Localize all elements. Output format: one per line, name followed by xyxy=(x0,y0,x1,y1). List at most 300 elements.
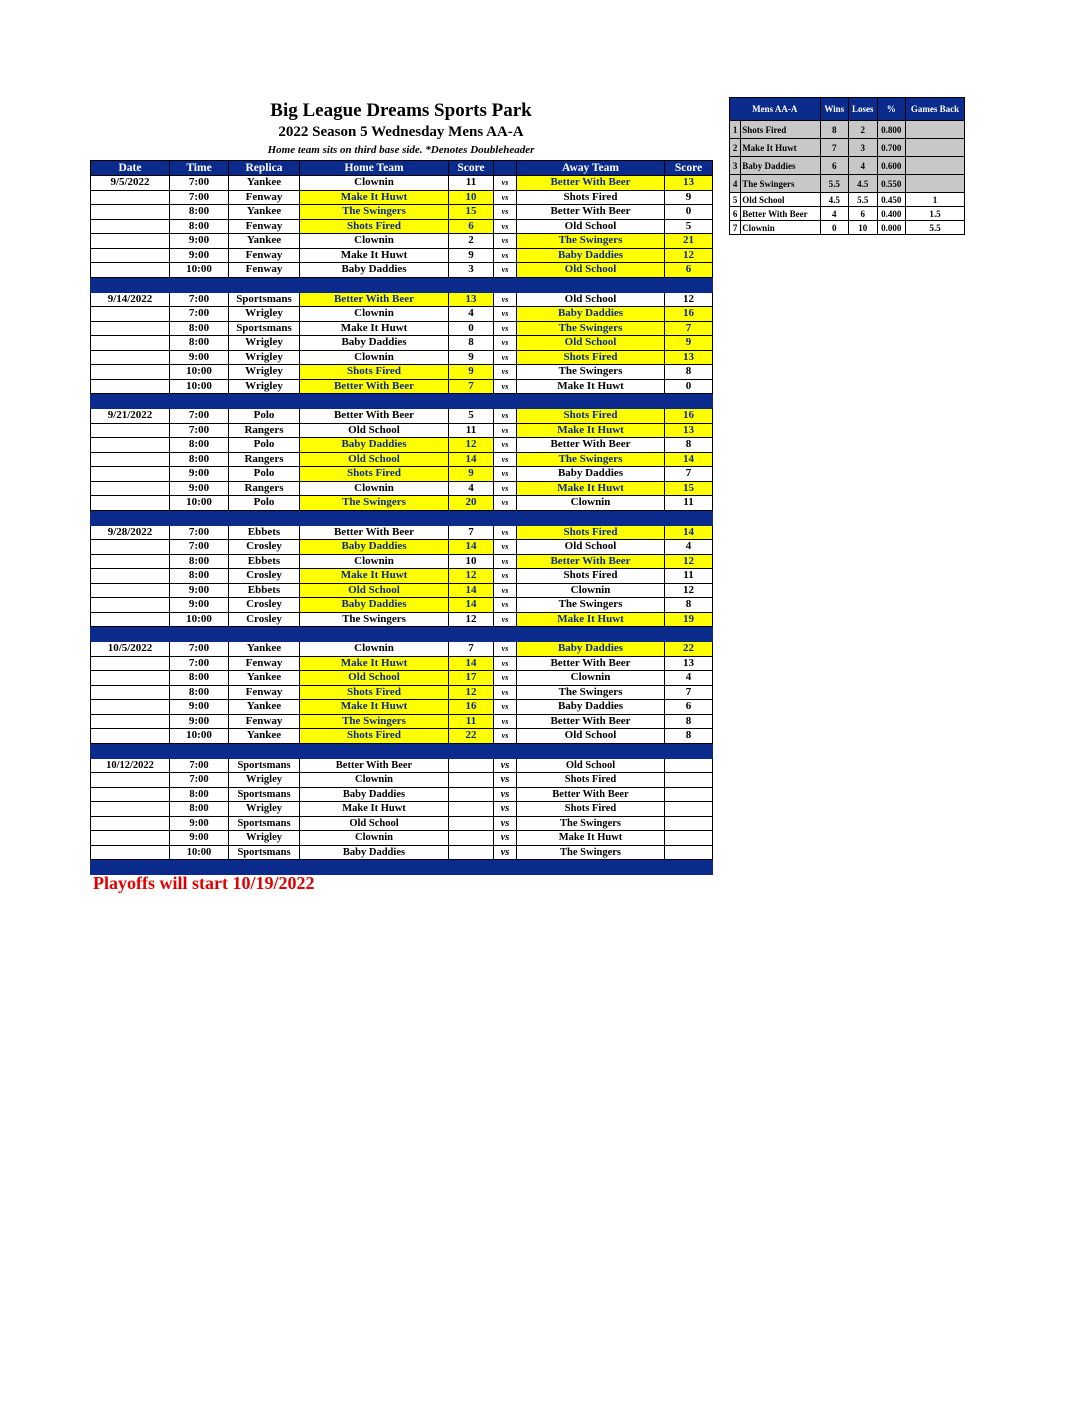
separator-cell xyxy=(91,743,170,758)
game-row xyxy=(91,554,713,569)
home-score: 3 xyxy=(449,263,494,278)
standings-rank: 5 xyxy=(730,193,741,207)
away-team: Better With Beer xyxy=(517,438,665,453)
game-date xyxy=(91,438,170,453)
separator-cell xyxy=(170,743,229,758)
game-time: 7:00 xyxy=(170,307,229,322)
game-replica: Yankee xyxy=(229,700,300,715)
standings-wins: 4.5 xyxy=(820,193,848,207)
vs-label: vs xyxy=(494,525,517,540)
away-score: 12 xyxy=(665,248,713,263)
separator-cell xyxy=(665,743,713,758)
game-row xyxy=(91,525,713,540)
standings-team: Better With Beer xyxy=(741,207,820,221)
game-replica: Fenway xyxy=(229,263,300,278)
away-score: 16 xyxy=(665,409,713,424)
standings-pct: 0.800 xyxy=(877,121,905,139)
home-team: Old School xyxy=(300,452,449,467)
game-date xyxy=(91,365,170,380)
home-team: The Swingers xyxy=(300,205,449,220)
standings-wins: 0 xyxy=(820,221,848,235)
home-team: Make It Huwt xyxy=(300,802,449,817)
game-replica: Rangers xyxy=(229,452,300,467)
separator-cell xyxy=(91,277,170,292)
game-date: 9/21/2022 xyxy=(91,409,170,424)
game-date xyxy=(91,423,170,438)
away-score: 11 xyxy=(665,569,713,584)
game-row xyxy=(91,758,713,773)
home-score: 11 xyxy=(449,423,494,438)
game-row xyxy=(91,569,713,584)
game-time: 9:00 xyxy=(170,583,229,598)
away-score: 9 xyxy=(665,336,713,351)
away-score: 4 xyxy=(665,540,713,555)
separator-cell xyxy=(300,394,449,409)
game-time: 8:00 xyxy=(170,452,229,467)
game-time: 9:00 xyxy=(170,234,229,249)
col-home-score: Score xyxy=(449,161,494,176)
away-team: Shots Fired xyxy=(517,350,665,365)
home-team: Old School xyxy=(300,816,449,831)
home-score: 12 xyxy=(449,569,494,584)
col-vs xyxy=(494,161,517,176)
vs-label: vs xyxy=(494,481,517,496)
separator-cell xyxy=(170,627,229,642)
vs-label: vs xyxy=(494,758,517,773)
standings-losses: 2 xyxy=(849,121,877,139)
away-score: 12 xyxy=(665,583,713,598)
home-team: Better With Beer xyxy=(300,758,449,773)
game-date xyxy=(91,554,170,569)
game-replica: Polo xyxy=(229,438,300,453)
away-team: Better With Beer xyxy=(517,787,665,802)
away-team: Better With Beer xyxy=(517,205,665,220)
away-team: Make It Huwt xyxy=(517,481,665,496)
separator-cell xyxy=(449,510,494,525)
game-time: 7:00 xyxy=(170,423,229,438)
home-score: 13 xyxy=(449,292,494,307)
home-score: 9 xyxy=(449,365,494,380)
game-row xyxy=(91,700,713,715)
standings-wins: 6 xyxy=(820,157,848,175)
vs-label: vs xyxy=(494,263,517,278)
separator-cell xyxy=(449,394,494,409)
game-date xyxy=(91,787,170,802)
game-time: 7:00 xyxy=(170,773,229,788)
game-date xyxy=(91,481,170,496)
away-score: 14 xyxy=(665,452,713,467)
home-score: 17 xyxy=(449,671,494,686)
separator-cell xyxy=(449,627,494,642)
game-time: 9:00 xyxy=(170,467,229,482)
standings-losses: 3 xyxy=(849,139,877,157)
home-team: Baby Daddies xyxy=(300,787,449,802)
game-date xyxy=(91,307,170,322)
home-team: Shots Fired xyxy=(300,685,449,700)
game-time: 9:00 xyxy=(170,816,229,831)
home-team: Old School xyxy=(300,423,449,438)
game-row xyxy=(91,350,713,365)
home-team: Baby Daddies xyxy=(300,598,449,613)
away-team: Baby Daddies xyxy=(517,642,665,657)
game-replica: Wrigley xyxy=(229,307,300,322)
vs-label: vs xyxy=(494,583,517,598)
separator-cell xyxy=(170,394,229,409)
home-score: 8 xyxy=(449,336,494,351)
game-date xyxy=(91,452,170,467)
game-replica: Rangers xyxy=(229,481,300,496)
standings-losses: 5.5 xyxy=(849,193,877,207)
game-row xyxy=(91,714,713,729)
col-away-team: Away Team xyxy=(517,161,665,176)
home-team: Make It Huwt xyxy=(300,190,449,205)
standings-pct: 0.400 xyxy=(877,207,905,221)
home-score: 9 xyxy=(449,350,494,365)
game-date: 10/5/2022 xyxy=(91,642,170,657)
away-score: 8 xyxy=(665,729,713,744)
game-date xyxy=(91,205,170,220)
away-score: 5 xyxy=(665,219,713,234)
vs-label: vs xyxy=(494,379,517,394)
game-row xyxy=(91,612,713,627)
game-row xyxy=(91,496,713,511)
away-team: Better With Beer xyxy=(517,554,665,569)
standings-header-row xyxy=(730,98,965,121)
game-date xyxy=(91,467,170,482)
home-team: The Swingers xyxy=(300,714,449,729)
game-date xyxy=(91,190,170,205)
vs-label: vs xyxy=(494,540,517,555)
home-score: 10 xyxy=(449,190,494,205)
away-score: 0 xyxy=(665,205,713,220)
home-score: 14 xyxy=(449,583,494,598)
away-team: Baby Daddies xyxy=(517,307,665,322)
home-team: Shots Fired xyxy=(300,467,449,482)
game-replica: Wrigley xyxy=(229,379,300,394)
home-team: Clownin xyxy=(300,234,449,249)
game-replica: Yankee xyxy=(229,176,300,191)
game-replica: Wrigley xyxy=(229,773,300,788)
vs-label: vs xyxy=(494,700,517,715)
home-score: 22 xyxy=(449,729,494,744)
home-score xyxy=(449,773,494,788)
game-row xyxy=(91,423,713,438)
away-score: 21 xyxy=(665,234,713,249)
home-score xyxy=(449,816,494,831)
game-time: 8:00 xyxy=(170,787,229,802)
game-row xyxy=(91,365,713,380)
home-score: 15 xyxy=(449,205,494,220)
away-team: The Swingers xyxy=(517,598,665,613)
standings-row xyxy=(730,207,965,221)
standings-rank: 4 xyxy=(730,175,741,193)
vs-label: vs xyxy=(494,307,517,322)
standings-pct: 0.600 xyxy=(877,157,905,175)
home-score xyxy=(449,845,494,860)
game-row xyxy=(91,729,713,744)
standings-pct: 0.000 xyxy=(877,221,905,235)
standings-losses: 4 xyxy=(849,157,877,175)
home-team: Make It Huwt xyxy=(300,700,449,715)
game-replica: Sportsmans xyxy=(229,845,300,860)
away-score: 8 xyxy=(665,438,713,453)
vs-label: vs xyxy=(494,423,517,438)
standings-team: The Swingers xyxy=(741,175,820,193)
home-team: Make It Huwt xyxy=(300,569,449,584)
away-team: Shots Fired xyxy=(517,525,665,540)
separator-cell xyxy=(449,743,494,758)
standings-row xyxy=(730,221,965,235)
away-team: Shots Fired xyxy=(517,773,665,788)
game-row xyxy=(91,802,713,817)
separator-cell xyxy=(517,510,665,525)
game-time: 8:00 xyxy=(170,569,229,584)
separator-cell xyxy=(300,743,449,758)
standings-games-back xyxy=(905,121,964,139)
game-replica: Polo xyxy=(229,467,300,482)
away-team: Make It Huwt xyxy=(517,831,665,846)
away-score xyxy=(665,831,713,846)
game-replica: Crosley xyxy=(229,612,300,627)
away-score: 13 xyxy=(665,423,713,438)
away-team: The Swingers xyxy=(517,365,665,380)
game-time: 7:00 xyxy=(170,176,229,191)
game-time: 7:00 xyxy=(170,540,229,555)
home-score: 2 xyxy=(449,234,494,249)
game-row xyxy=(91,248,713,263)
vs-label: vs xyxy=(494,336,517,351)
standings-wins: 4 xyxy=(820,207,848,221)
home-score: 12 xyxy=(449,438,494,453)
away-team: Old School xyxy=(517,729,665,744)
game-date xyxy=(91,612,170,627)
away-team: Old School xyxy=(517,263,665,278)
vs-label: vs xyxy=(494,219,517,234)
standings-row xyxy=(730,157,965,175)
game-time: 9:00 xyxy=(170,481,229,496)
vs-label: vs xyxy=(494,190,517,205)
home-score: 14 xyxy=(449,540,494,555)
vs-label: vs xyxy=(494,321,517,336)
separator-cell xyxy=(665,277,713,292)
away-team: The Swingers xyxy=(517,452,665,467)
separator-cell xyxy=(665,860,713,875)
standings-col-pct: % xyxy=(877,98,905,121)
game-date xyxy=(91,336,170,351)
game-date xyxy=(91,496,170,511)
vs-label: vs xyxy=(494,176,517,191)
away-team: Better With Beer xyxy=(517,656,665,671)
game-row xyxy=(91,409,713,424)
game-time: 8:00 xyxy=(170,205,229,220)
game-time: 9:00 xyxy=(170,350,229,365)
away-score: 7 xyxy=(665,321,713,336)
game-row xyxy=(91,219,713,234)
game-date xyxy=(91,773,170,788)
home-score: 14 xyxy=(449,598,494,613)
standings-rank: 2 xyxy=(730,139,741,157)
home-team-note: Home team sits on third base side. *Denotes Doubleheader xyxy=(267,144,535,156)
game-time: 10:00 xyxy=(170,496,229,511)
game-time: 7:00 xyxy=(170,525,229,540)
week-separator xyxy=(91,627,713,642)
separator-cell xyxy=(229,743,300,758)
separator-cell xyxy=(229,277,300,292)
game-date xyxy=(91,685,170,700)
away-team: The Swingers xyxy=(517,685,665,700)
home-score: 9 xyxy=(449,248,494,263)
game-row xyxy=(91,671,713,686)
game-replica: Yankee xyxy=(229,205,300,220)
vs-label: vs xyxy=(494,729,517,744)
home-team: Clownin xyxy=(300,831,449,846)
vs-label: vs xyxy=(494,496,517,511)
game-date xyxy=(91,583,170,598)
standings-games-back: 1 xyxy=(905,193,964,207)
home-score: 16 xyxy=(449,700,494,715)
separator-cell xyxy=(494,510,517,525)
game-time: 7:00 xyxy=(170,292,229,307)
game-replica: Crosley xyxy=(229,569,300,584)
home-score: 7 xyxy=(449,379,494,394)
away-team: The Swingers xyxy=(517,845,665,860)
game-date xyxy=(91,845,170,860)
game-date xyxy=(91,656,170,671)
home-score: 5 xyxy=(449,409,494,424)
game-time: 7:00 xyxy=(170,758,229,773)
game-row xyxy=(91,816,713,831)
away-score xyxy=(665,816,713,831)
home-score: 4 xyxy=(449,481,494,496)
vs-label: vs xyxy=(494,467,517,482)
separator-cell xyxy=(494,394,517,409)
col-date: Date xyxy=(91,161,170,176)
game-date xyxy=(91,350,170,365)
home-score: 7 xyxy=(449,525,494,540)
game-replica: Crosley xyxy=(229,598,300,613)
game-replica: Yankee xyxy=(229,729,300,744)
away-team: Shots Fired xyxy=(517,569,665,584)
game-replica: Fenway xyxy=(229,714,300,729)
away-score: 6 xyxy=(665,700,713,715)
home-team: Old School xyxy=(300,671,449,686)
standings-col-losses: Loses xyxy=(849,98,877,121)
game-replica: Ebbets xyxy=(229,525,300,540)
vs-label: vs xyxy=(494,612,517,627)
away-score: 9 xyxy=(665,190,713,205)
standings-table xyxy=(729,97,965,235)
separator-cell xyxy=(170,277,229,292)
game-row xyxy=(91,583,713,598)
away-score: 12 xyxy=(665,554,713,569)
away-score: 15 xyxy=(665,481,713,496)
schedule-header-row xyxy=(91,161,713,176)
game-replica: Ebbets xyxy=(229,583,300,598)
game-replica: Wrigley xyxy=(229,802,300,817)
home-team: Old School xyxy=(300,583,449,598)
game-time: 9:00 xyxy=(170,831,229,846)
home-score xyxy=(449,802,494,817)
away-score: 22 xyxy=(665,642,713,657)
game-time: 10:00 xyxy=(170,379,229,394)
standings-rank: 1 xyxy=(730,121,741,139)
week-separator xyxy=(91,510,713,525)
game-date xyxy=(91,671,170,686)
game-replica: Wrigley xyxy=(229,336,300,351)
away-team: Baby Daddies xyxy=(517,467,665,482)
standings-games-back xyxy=(905,139,964,157)
away-team: Old School xyxy=(517,758,665,773)
game-replica: Rangers xyxy=(229,423,300,438)
away-score: 13 xyxy=(665,350,713,365)
game-time: 9:00 xyxy=(170,248,229,263)
game-time: 9:00 xyxy=(170,700,229,715)
game-row xyxy=(91,642,713,657)
game-replica: Crosley xyxy=(229,540,300,555)
game-replica: Fenway xyxy=(229,685,300,700)
vs-label: vs xyxy=(494,292,517,307)
game-row xyxy=(91,481,713,496)
vs-label: vs xyxy=(494,787,517,802)
home-team: Baby Daddies xyxy=(300,845,449,860)
home-team: Clownin xyxy=(300,350,449,365)
away-team: The Swingers xyxy=(517,321,665,336)
game-time: 9:00 xyxy=(170,714,229,729)
separator-cell xyxy=(170,510,229,525)
separator-cell xyxy=(517,860,665,875)
away-score xyxy=(665,758,713,773)
game-time: 8:00 xyxy=(170,802,229,817)
vs-label: vs xyxy=(494,409,517,424)
game-replica: Fenway xyxy=(229,219,300,234)
home-team: The Swingers xyxy=(300,612,449,627)
game-row xyxy=(91,540,713,555)
away-team: The Swingers xyxy=(517,234,665,249)
vs-label: vs xyxy=(494,642,517,657)
vs-label: vs xyxy=(494,598,517,613)
game-row xyxy=(91,452,713,467)
home-team: Clownin xyxy=(300,642,449,657)
vs-label: vs xyxy=(494,656,517,671)
separator-cell xyxy=(517,743,665,758)
standings-games-back xyxy=(905,157,964,175)
game-row xyxy=(91,467,713,482)
home-team: Shots Fired xyxy=(300,219,449,234)
away-team: Old School xyxy=(517,292,665,307)
home-score: 10 xyxy=(449,554,494,569)
separator-cell xyxy=(517,277,665,292)
vs-label: vs xyxy=(494,569,517,584)
away-score xyxy=(665,845,713,860)
week-separator xyxy=(91,394,713,409)
away-team: Baby Daddies xyxy=(517,700,665,715)
game-replica: Fenway xyxy=(229,656,300,671)
home-team: Baby Daddies xyxy=(300,540,449,555)
game-replica: Wrigley xyxy=(229,831,300,846)
game-date: 9/5/2022 xyxy=(91,176,170,191)
home-score xyxy=(449,831,494,846)
home-score: 14 xyxy=(449,452,494,467)
game-time: 10:00 xyxy=(170,263,229,278)
standings-pct: 0.550 xyxy=(877,175,905,193)
home-team: Shots Fired xyxy=(300,729,449,744)
home-team: Clownin xyxy=(300,176,449,191)
separator-cell xyxy=(300,627,449,642)
home-score: 12 xyxy=(449,612,494,627)
game-date xyxy=(91,816,170,831)
away-team: Clownin xyxy=(517,583,665,598)
game-row xyxy=(91,307,713,322)
